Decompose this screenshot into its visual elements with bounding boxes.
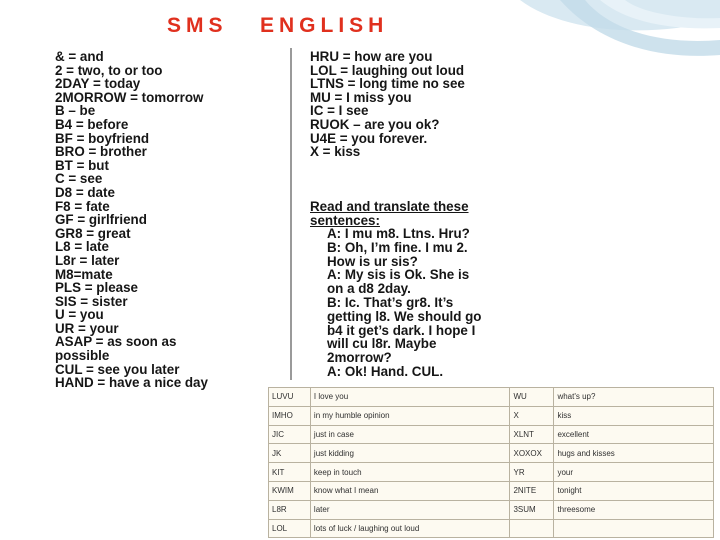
exercise-heading-line: sentences: [310, 212, 380, 228]
abbreviation-entry: UR = your [55, 320, 119, 336]
table-cell: 2NITE [510, 481, 554, 500]
dialogue-line: 2morrow? [327, 350, 392, 366]
abbreviation-entry: D8 = date [55, 184, 115, 200]
abbreviation-entry: LTNS = long time no see [310, 76, 465, 92]
abbreviation-entry: & = and [55, 49, 104, 64]
abbreviation-entry: C = see [55, 171, 103, 187]
dialogue-line: B: Oh, I’m fine. I mu 2. [327, 239, 468, 255]
abbreviation-entry: 2DAY = today [55, 76, 141, 92]
abbreviation-entry: IC = I see [310, 103, 369, 119]
table-cell: XLNT [510, 425, 554, 444]
abbreviation-entry: 2MORROW = tomorrow [55, 89, 204, 105]
table-cell: L8R [269, 500, 311, 519]
abbreviation-list-left [55, 50, 280, 390]
table-cell: YR [510, 463, 554, 482]
table-cell: just kidding [310, 444, 510, 463]
table-cell: just in case [310, 425, 510, 444]
table-cell: JK [269, 444, 311, 463]
abbreviation-entry: L8 = late [55, 239, 109, 255]
table-row [269, 444, 714, 463]
abbreviation-entry: F8 = fate [55, 198, 110, 214]
abbreviation-entry: BT = but [55, 157, 109, 173]
abbreviation-entry: SIS = sister [55, 293, 128, 309]
abbreviation-entry: U = you [55, 307, 104, 323]
table-cell: know what I mean [310, 481, 510, 500]
table-cell: WU [510, 388, 554, 407]
abbreviation-table [268, 387, 714, 538]
table-cell: LUVU [269, 388, 311, 407]
abbreviation-entry: HRU = how are you [310, 49, 433, 64]
dialogue-line: b4 it get’s dark. I hope I [327, 322, 476, 338]
table-cell [510, 519, 554, 538]
abbreviation-entry: B – be [55, 103, 96, 119]
table-row [269, 519, 714, 538]
table-cell: your [554, 463, 714, 482]
abbreviation-entry: 2 = two, to or too [55, 62, 163, 78]
dialogue-line: will cu l8r. Maybe [327, 336, 437, 352]
dialogue-line: A: My sis is Ok. She is [327, 267, 470, 283]
abbreviation-entry: possible [55, 348, 110, 364]
table-row [269, 481, 714, 500]
abbreviation-entry: HAND = have a nice day [55, 375, 208, 391]
dialogue-line: getting l8. We should go [327, 308, 482, 324]
table-cell: IMHO [269, 406, 311, 425]
table-cell [554, 519, 714, 538]
abbreviation-list-right [310, 50, 570, 159]
dialogue-line: B: Ic. That’s gr8. It’s [327, 294, 454, 310]
abbreviation-entry: GF = girlfriend [55, 212, 147, 228]
table-row [269, 388, 714, 407]
table-cell: XOXOX [510, 444, 554, 463]
abbreviation-entry: MU = I miss you [310, 89, 412, 105]
exercise-heading-line: Read and translate these [310, 199, 469, 214]
table-row [269, 500, 714, 519]
abbreviation-entry: U4E = you forever. [310, 130, 428, 146]
dialogue-line: A: Ok! Hand. CUL. [327, 363, 444, 379]
table-cell: I love you [310, 388, 510, 407]
table-cell: excellent [554, 425, 714, 444]
abbreviation-entry: BRO = brother [55, 144, 147, 160]
table-cell: 3SUM [510, 500, 554, 519]
abbreviation-entry: RUOK – are you ok? [310, 116, 440, 132]
dialogue-line: A: I mu m8. Ltns. Hru? [327, 226, 470, 241]
abbreviation-entry: X = kiss [310, 144, 361, 160]
table-row [269, 406, 714, 425]
table-cell: keep in touch [310, 463, 510, 482]
table-cell: LOL [269, 519, 311, 538]
abbreviation-entry: CUL = see you later [55, 361, 180, 377]
table-cell: JIC [269, 425, 311, 444]
table-cell: X [510, 406, 554, 425]
table-cell: KWIM [269, 481, 311, 500]
table-cell: threesome [554, 500, 714, 519]
abbreviation-entry: BF = boyfriend [55, 130, 150, 146]
abbreviation-entry: GR8 = great [55, 225, 131, 241]
table-row [269, 425, 714, 444]
table-cell: later [310, 500, 510, 519]
abbreviation-entry: M8=mate [55, 266, 113, 282]
table-cell: tonight [554, 481, 714, 500]
abbreviation-entry: L8r = later [55, 252, 120, 268]
dialogue-line: on a d8 2day. [327, 281, 411, 297]
table-cell: kiss [554, 406, 714, 425]
exercise-heading [310, 200, 550, 228]
page-title: SMS ENGLISH [167, 14, 389, 37]
table-cell: KIT [269, 463, 311, 482]
abbreviation-entry: LOL = laughing out loud [310, 62, 465, 78]
table-cell: hugs and kisses [554, 444, 714, 463]
table-cell: in my humble opinion [310, 406, 510, 425]
abbreviation-entry: B4 = before [55, 116, 129, 132]
exercise-dialogue [327, 227, 567, 379]
dialogue-line: How is ur sis? [327, 253, 418, 269]
table-cell: what's up? [554, 388, 714, 407]
table-cell: lots of luck / laughing out loud [310, 519, 510, 538]
abbreviation-entry: PLS = please [55, 280, 138, 296]
abbreviation-entry: ASAP = as soon as [55, 334, 177, 350]
column-divider [290, 48, 292, 380]
table-row [269, 463, 714, 482]
